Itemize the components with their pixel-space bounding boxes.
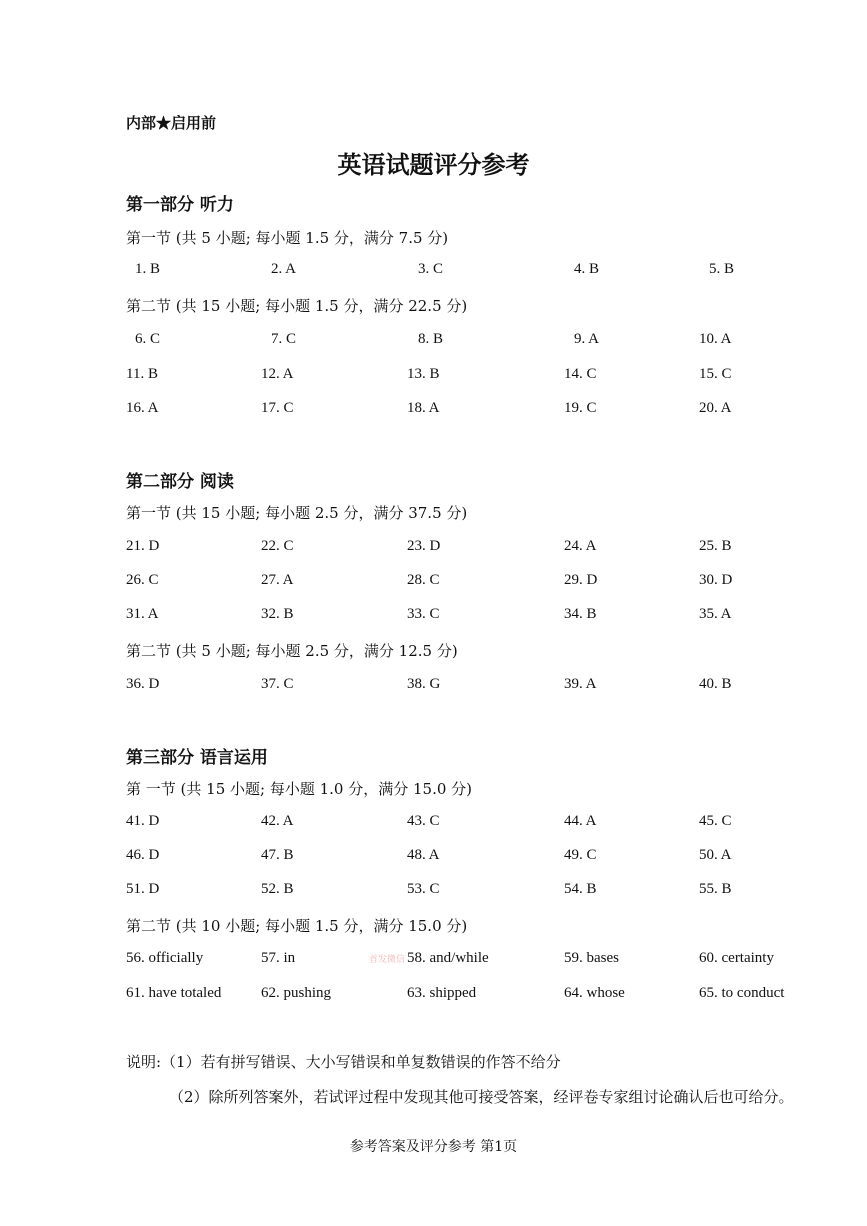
answer-26: 26. C [126, 572, 159, 588]
answer-17: 17. C [261, 400, 294, 416]
answer-row [0, 261, 867, 283]
answer-32: 32. B [261, 606, 294, 622]
answer-row [0, 400, 867, 422]
answer-row [0, 538, 867, 560]
answer-42: 42. A [261, 813, 294, 829]
answer-19: 19. C [564, 400, 597, 416]
note-2: （2）除所列答案外，若试评过程中发现其他可接受答案，经评卷专家组讨论确认后也可给分。 [169, 1088, 794, 1106]
answer-5: 5. B [709, 261, 735, 277]
part2-section1-header: 第一节 (共 15 小题; 每小题 2.5 分，满分 37.5 分) [126, 504, 468, 522]
answer-row [0, 847, 867, 869]
answer-58: 58. and/while [407, 950, 489, 966]
answer-row [0, 950, 867, 972]
answer-14: 14. C [564, 366, 597, 382]
part3-section2-header: 第二节 (共 10 小题; 每小题 1.5 分，满分 15.0 分) [126, 917, 468, 935]
answer-61: 61. have totaled [126, 985, 222, 1001]
answer-65: 65. to conduct [699, 985, 785, 1001]
answer-4: 4. B [574, 261, 600, 277]
answer-2: 2. A [271, 261, 297, 277]
answer-55: 55. B [699, 881, 732, 897]
answer-62: 62. pushing [261, 985, 332, 1001]
answer-47: 47. B [261, 847, 294, 863]
answer-37: 37. C [261, 676, 294, 692]
answer-64: 64. whose [564, 985, 625, 1001]
answer-row [0, 813, 867, 835]
part1-section1-header: 第一节 (共 5 小题; 每小题 1.5 分，满分 7.5 分) [126, 229, 449, 247]
answer-row [0, 985, 867, 1007]
answer-52: 52. B [261, 881, 294, 897]
answer-60: 60. certainty [699, 950, 774, 966]
answer-8: 8. B [418, 331, 444, 347]
answer-51: 51. D [126, 881, 160, 897]
answer-56: 56. officially [126, 950, 204, 966]
answer-10: 10. A [699, 331, 732, 347]
answer-7: 7. C [271, 331, 297, 347]
answer-1: 1. B [135, 261, 161, 277]
answer-40: 40. B [699, 676, 732, 692]
answer-33: 33. C [407, 606, 440, 622]
answer-35: 35. A [699, 606, 732, 622]
answer-28: 28. C [407, 572, 440, 588]
part1-title: 第一部分 听力 [126, 195, 234, 215]
answer-23: 23. D [407, 538, 441, 554]
part2-title: 第二部分 阅读 [126, 472, 234, 492]
answer-53: 53. C [407, 881, 440, 897]
answer-row [0, 366, 867, 388]
answer-31: 31. A [126, 606, 159, 622]
answer-57: 57. in [261, 950, 296, 966]
answer-row [0, 676, 867, 698]
part2-section2-header: 第二节 (共 5 小题; 每小题 2.5 分，满分 12.5 分) [126, 642, 458, 660]
part3-section1-header: 第 一节 (共 15 小题; 每小题 1.0 分，满分 15.0 分) [126, 780, 473, 798]
answer-30: 30. D [699, 572, 733, 588]
answer-39: 39. A [564, 676, 597, 692]
answer-15: 15. C [699, 366, 732, 382]
answer-27: 27. A [261, 572, 294, 588]
answer-3: 3. C [418, 261, 444, 277]
answer-36: 36. D [126, 676, 160, 692]
answer-22: 22. C [261, 538, 294, 554]
answer-34: 34. B [564, 606, 597, 622]
answer-41: 41. D [126, 813, 160, 829]
answer-row [0, 606, 867, 628]
answer-29: 29. D [564, 572, 598, 588]
answer-63: 63. shipped [407, 985, 477, 1001]
part1-section2-header: 第二节 (共 15 小题; 每小题 1.5 分，满分 22.5 分) [126, 297, 468, 315]
confidential-label: 内部★启用前 [126, 114, 217, 132]
answer-38: 38. G [407, 676, 441, 692]
part3-title: 第三部分 语言运用 [126, 748, 268, 768]
answer-row [0, 881, 867, 903]
page-title: 英语试题评分参考 [337, 150, 530, 179]
answer-50: 50. A [699, 847, 732, 863]
answer-row [0, 331, 867, 353]
answer-11: 11. B [126, 366, 158, 382]
watermark: 首发微信 [369, 955, 406, 965]
answer-16: 16. A [126, 400, 159, 416]
answer-43: 43. C [407, 813, 440, 829]
answer-24: 24. A [564, 538, 597, 554]
answer-49: 49. C [564, 847, 597, 863]
answer-45: 45. C [699, 813, 732, 829]
answer-20: 20. A [699, 400, 732, 416]
answer-21: 21. D [126, 538, 160, 554]
answer-59: 59. bases [564, 950, 619, 966]
page-footer: 参考答案及评分参考 第1页 [349, 1139, 518, 1155]
answer-18: 18. A [407, 400, 440, 416]
note-1: 说明:（1）若有拼写错误、大小写错误和单复数错误的作答不给分 [126, 1053, 561, 1071]
answer-25: 25. B [699, 538, 732, 554]
answer-13: 13. B [407, 366, 440, 382]
answer-6: 6. C [135, 331, 161, 347]
answer-48: 48. A [407, 847, 440, 863]
answer-54: 54. B [564, 881, 597, 897]
answer-46: 46. D [126, 847, 160, 863]
answer-12: 12. A [261, 366, 294, 382]
answer-9: 9. A [574, 331, 600, 347]
answer-row [0, 572, 867, 594]
answer-44: 44. A [564, 813, 597, 829]
